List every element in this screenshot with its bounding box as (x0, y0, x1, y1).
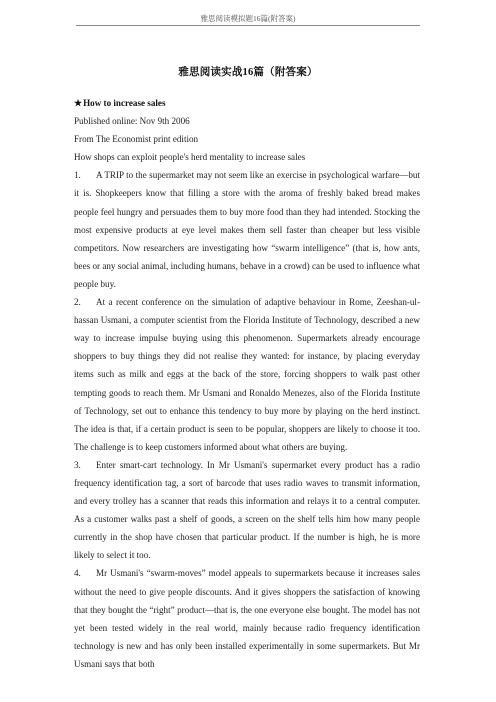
star-icon: ★ (74, 98, 83, 108)
paragraph-4 (74, 564, 420, 673)
section-heading (74, 94, 420, 112)
paragraph-number: 3. (74, 459, 81, 470)
running-header: 雅思阅读模拟题16篇(附答案) (200, 14, 296, 23)
paragraph-text: At a recent conference on the simulation of adaptive behaviour in Rome, Zeeshan-ul-hassan Usmani, a computer scientist from the Florida Institute of Technology, described a new way to increase impulse buying using this phenomenon. Supermarkets already encourage shoppers to buy things they did not realise they wanted: for instance, by placing everyday items such as milk and eggs at the back of the store, forcing shoppers to walk past other tempting goods to reach them. Mr Usmani and Ronaldo Menezes, also of the Florida Institute of Technology, set out to enhance this tendency to buy more by playing on the herd instinct. The idea is that, if a certain product is seen to be popular, shoppers are likely to choose it too. The challenge is to keep customers informed about what others are buying. (74, 297, 420, 452)
paragraph-number: 1. (74, 170, 81, 181)
section-heading-text: How to increase sales (83, 98, 166, 108)
paragraph-text: Mr Usmani's “swarm-moves” model appeals to supermarkets because it increases sales without the need to give people discounts. And it gives shoppers the satisfaction of knowing that they bought the “right” product—that is, the one everyone else bought. The model has not yet been tested widely in the real world, mainly because radio frequency identification technology is new and has only been installed experimentally in some supermarkets. But Mr Usmani says that both (74, 568, 420, 669)
page-title: 雅思阅读实战16篇（附答案） (178, 67, 318, 78)
paragraph-number: 4. (74, 568, 81, 579)
paragraph-text: A TRIP to the supermarket may not seem like an exercise in psychological warfare—but it is. Shopkeepers know that filling a store with the aroma of freshly baked bread makes people feel hungry and persuades them to buy more food than they had intended. Stocking the most expensive products at eye level makes them sell faster than cheaper but less visible competitors. Now researchers are investigating how “swarm intelligence” (that is, how ants, bees or any social animal, including humans, behave in a crowd) can be used to influence what people buy. (74, 170, 420, 289)
header-divider (76, 25, 420, 26)
paragraph-2 (74, 293, 420, 456)
paragraph-1 (74, 166, 420, 293)
paragraph-number: 2. (74, 297, 81, 308)
source-line: From The Economist print edition (74, 134, 199, 145)
paragraph-text: Enter smart-cart technology. In Mr Usmani's supermarket every product has a radio frequency identification tag, a sort of barcode that uses radio waves to transmit information, and every trolley has a scanner that reads this information and relays it to a central computer. As a customer walks past a shelf of goods, a screen on the shelf tells him how many people currently in the shop have chosen that particular product. If the number is high, he is more likely to select it too. (74, 459, 420, 561)
published-date: Published online: Nov 9th 2006 (74, 116, 190, 127)
article-body (74, 94, 420, 673)
paragraph-3 (74, 456, 420, 565)
article-subtitle: How shops can exploit people's herd mentality to increase sales (74, 152, 306, 163)
